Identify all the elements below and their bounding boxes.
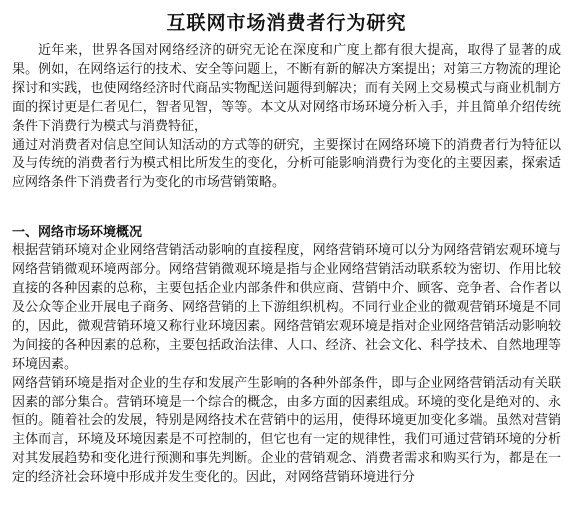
intro-paragraph-1: 近年来，世界各国对网络经济的研究无论在深度和广度上都有很大提高，取得了显著的成果。例如，在网络运行的技术、安全等问题上，不断有新的解决方案提出；对第三方物流的理论探讨和实践，也使网络经济时代商品实物配送问题得到解决；而有关网上交易模式与商业机制方面的探讨更是仁者见仁，智者见智，等等。本文从对网络市场环境分析入手，并且简单介绍传统条件下消费行为模式与消费特征， [12,43,561,134]
intro-paragraph-2: 通过对消费者对信息空间认知活动的方式等的研究，主要探讨在网络环境下的消费者行为特征以及与传统的消费者行为模式相比所发生的变化，分析可能影响消费行为变化的主要因素，探索适应网络条件下消费者行为变化的市场营销策略。 [12,137,561,191]
section-paragraph-2: 网络营销环境是指对企业的生存和发展产生影响的各种外部条件，即与企业网络营销活动有关联因素的部分集合。营销环境是一个综合的概念，由多方面的因素组成。环境的变化是绝对的、永恒的。随着社会的发展，特别是网络技术在营销中的运用，使得环境更加变化多端。虽然对营销主体而言，环境及环境因素是不可控制的，但它也有一定的规律性，我们可通过营销环境的分析对其发展趋势和变化进行预测和事先判断。企业的营销观念、消费者需求和购买行为，都是在一定的经济社会环境中形成并发生变化的。因此，对网络营销环境进行分 [12,375,561,486]
paragraph-spacer [12,193,561,223]
section-heading: 一、网络市场环境概况 [12,225,143,241]
section-paragraph-1: 根据营销环境对企业网络营销活动影响的直接程度，网络营销环境可以分为网络营销宏观环境与网络营销微观环境两部分。网络营销微观环境是指与企业网络营销活动联系较为密切、作用比较直接的各种因素的总称，主要包括企业内部条件和供应商、营销中介、顾客、竞争者、合作者以及公众等企业开展电子商务、网络营销的上下游组织机构。不同行业企业的微观营销环境是不同的，因此，微观营销环境又称行业环境因素。网络营销宏观环境是指对企业网络营销活动影响较为间接的各种因素的总称，主要包括政治法律、人口、经济、社会文化、科学技术、自然地理等环境因素。 [12,243,561,372]
document-title: 互联网市场消费者行为研究 [166,12,407,34]
